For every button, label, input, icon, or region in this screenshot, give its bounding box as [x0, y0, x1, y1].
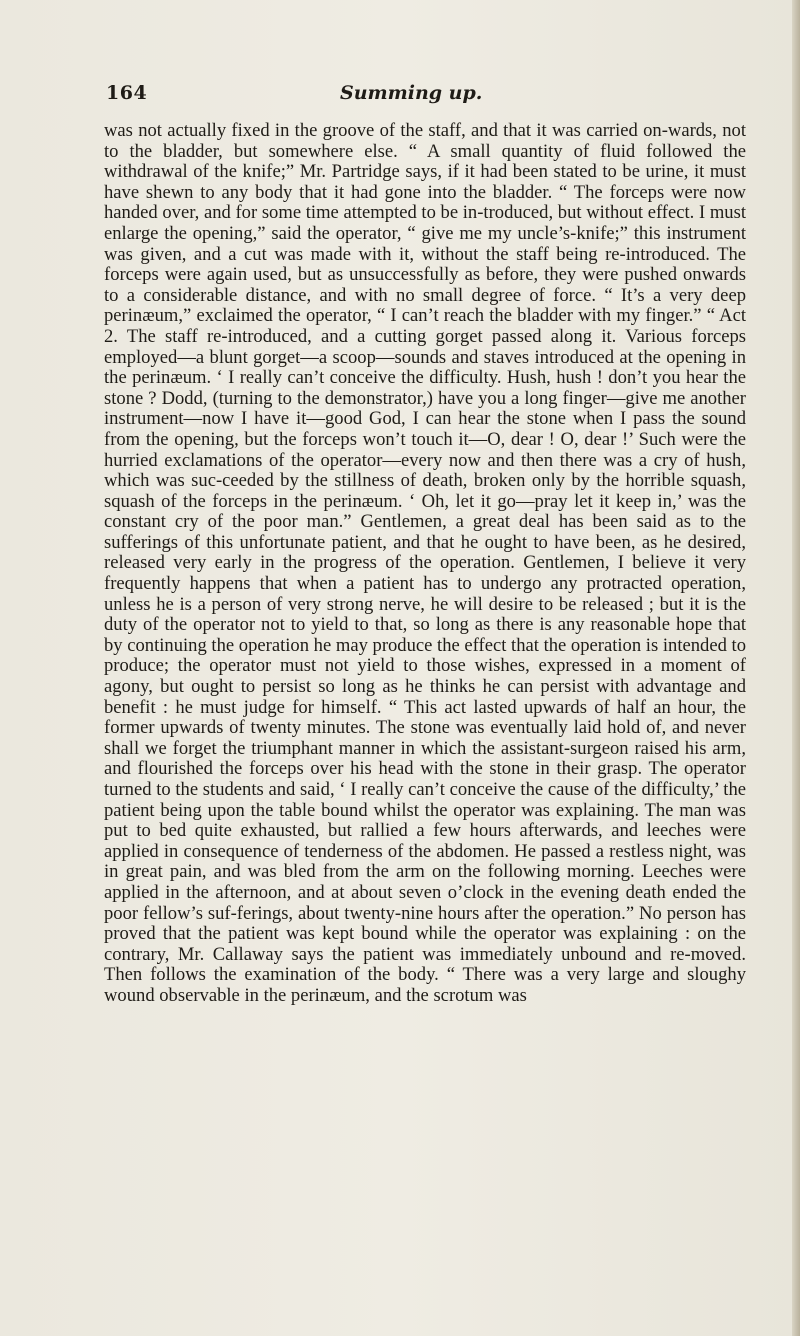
paragraph: was not actually fixed in the groove of the staff, and that it was carried on-wards, not to the bladder, but somewhere else. “ A small quantity of fluid followed the withdrawal of the knife;” Mr. Partridge says, if it had been stated to be urine, it must have shewn to any body that it had gone into the bladder. “ The forceps were now handed over, and for some time attempted to be in-troduced, but without effect. I must enlarge the opening,” said the operator, “ give me my uncle’s-knife;” this instrument was given, and a cut was made with it, without the staff being re-introduced. The forceps were again used, but as unsuccessfully as before, they were pushed onwards to a considerable distance, and with no small degree of force. “ It’s a very deep perinæum,” exclaimed the operator, “ I can’t reach the bladder with my finger.” “ Act 2. The staff re-introduced, and a cutting gorget passed along it. Various forceps employed—a blunt gorget—a scoop—sounds and staves introduced at the opening in the perinæum. ‘ I really can’t conceive the difficulty. Hush, hush ! don’t you hear the stone ? Dodd, (turning to the demonstrator,) have you a long finger—give me another instrument—now I have it—good God, I can hear the stone when I pass the sound from the opening, but the forceps won’t touch it—O, dear ! O, dear !’ Such were the hurried exclamations of the operator—every now and then there was a cry of hush, which was suc-ceeded by the stillness of death, broken only by the horrible squash, squash of the forceps in the perinæum. ‘ Oh, let it go—pray let it keep in,’ was the constant cry of the poor man.” Gentlemen, a great deal has been said as to the sufferings of this unfortunate patient, and that he ought to have been, as he desired, released very early in the progress of the operation. Gentlemen, I believe it very frequently happens that when a patient has to undergo any protracted operation, unless he is a person of very strong nerve, he will desire to be released ; but it is the duty of the operator not to yield to that, so long as there is any reasonable hope that by continuing the operation he may produce the effect that the operation is intended to produce; the operator must not yield to those wishes, expressed in a moment of agony, but ought to persist so long as he thinks he can persist with advantage and benefit : he must judge for himself. “ This act lasted upwards of half an hour, the former upwards of twenty minutes. The stone was eventually laid hold of, and never shall we forget the triumphant manner in which the assistant-surgeon raised his arm, and flourished the forceps over his head with the stone in their grasp. The operator turned to the students and said, ‘ I really can’t conceive the cause of the difficulty,’ the patient being upon the table bound whilst the operator was explaining. The man was put to bed quite exhausted, but rallied a few hours afterwards, and leeches were applied in consequence of tenderness of the abdomen. He passed a restless night, was in great pain, and was bled from the arm on the following morning. Leeches were applied in the afternoon, and at about seven o’clock in the evening death ended the poor fellow’s suf-ferings, about twenty-nine hours after the operation.” No person has proved that the patient was kept bound while the operator was explaining : on the contrary, Mr. Callaway says the patient was immediately unbound and re-moved. Then follows the examination of the body. “ There was a very large and sloughy wound observable in the perinæum, and the scrotum was: [104, 120, 746, 1006]
page-number: 164: [106, 82, 148, 104]
running-title: Summing up.: [340, 82, 483, 104]
running-head: [106, 82, 736, 108]
body-text: [104, 121, 746, 1007]
page-edge-shadow: [792, 0, 800, 1336]
